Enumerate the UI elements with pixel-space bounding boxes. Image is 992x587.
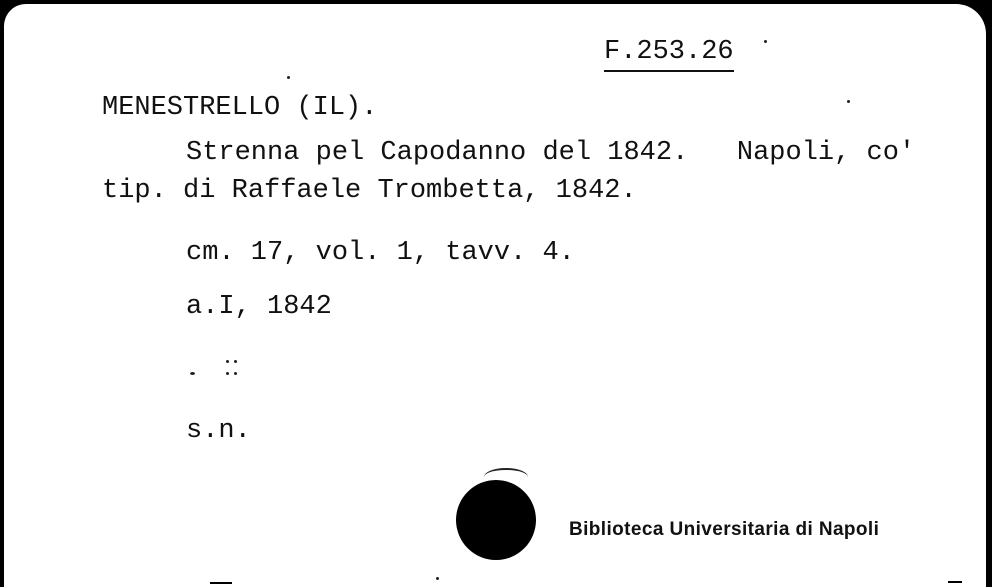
title-line-2: tip. di Raffaele Trombetta, 1842. bbox=[102, 176, 637, 206]
physical-description: cm. 17, vol. 1, tavv. 4. bbox=[186, 238, 575, 268]
note-line: s.n. bbox=[186, 416, 251, 446]
holdings-line: a.I, 1842 bbox=[186, 292, 332, 322]
library-name: Biblioteca Universitaria di Napoli bbox=[569, 519, 880, 540]
title-line-1: Strenna pel Capodanno del 1842. Napoli, co' bbox=[186, 138, 916, 168]
bottom-edge-mark-right bbox=[948, 581, 962, 583]
bottom-edge-mark bbox=[210, 582, 232, 584]
library-stamp-dot bbox=[456, 480, 536, 560]
card-heading: MENESTRELLO (IL). bbox=[102, 93, 378, 123]
shelfmark: F.253.26 bbox=[604, 36, 734, 72]
catalog-card bbox=[4, 4, 986, 587]
